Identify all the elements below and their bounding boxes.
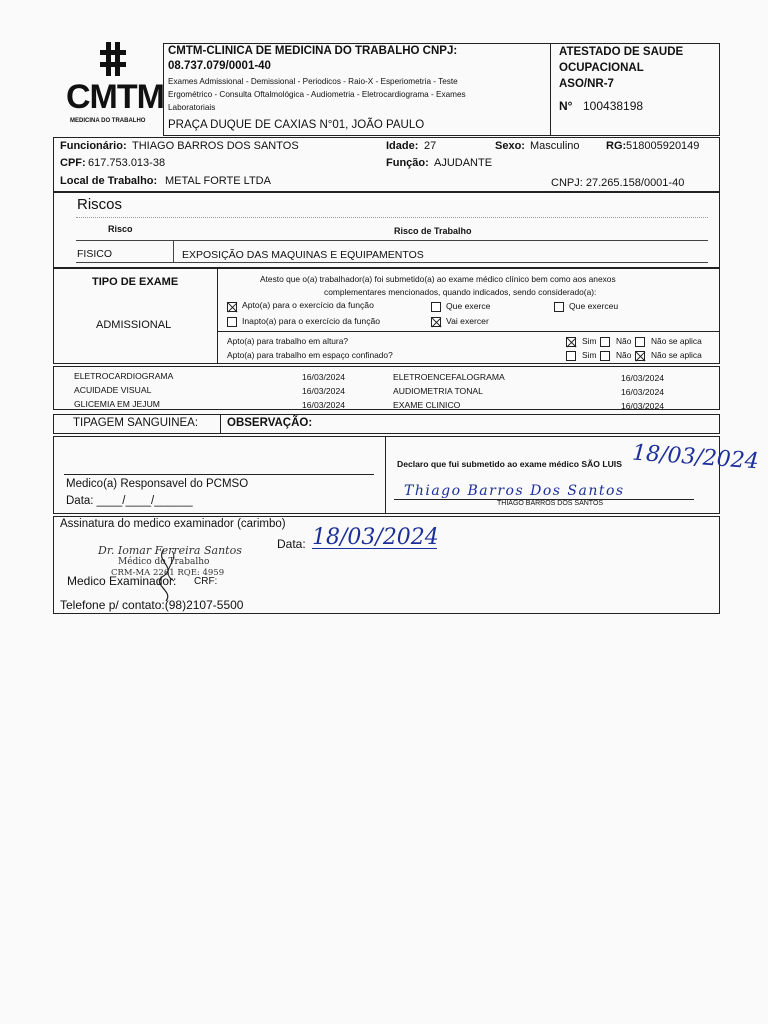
altura-nao-checkbox[interactable] <box>600 337 610 347</box>
sex-value: Masculino <box>530 140 580 152</box>
exam-row: ELETROENCEFALOGRAMA <box>393 372 505 382</box>
declaration-date-handwritten: 18/03/2024 <box>631 440 760 475</box>
vai-exercer-label: Vai exercer <box>446 316 489 326</box>
clinic-info-box <box>163 43 551 136</box>
employee-box <box>53 137 720 192</box>
exam-row: ACUIDADE VISUAL <box>74 385 152 395</box>
function-value: AJUDANTE <box>434 157 493 169</box>
attest-text-1: Atesto que o(a) trabalhador(a) foi submetido(a) ao exame médico clínico bem como aos anexos <box>260 274 616 284</box>
exam-date: 16/03/2024 <box>621 387 665 397</box>
exam-date: 16/03/2024 <box>302 372 346 382</box>
exams-offered-2: Ergométrico - Consulta Oftalmológica - Audiometria - Eletrocardiograma - Exames <box>168 90 466 99</box>
workplace-value: METAL FORTE LTDA <box>165 175 271 187</box>
risk-description: EXPOSIÇÃO DAS MAQUINAS E EQUIPAMENTOS <box>182 249 424 261</box>
inapto-checkbox[interactable] <box>227 317 237 327</box>
doc-number: 100438198 <box>583 99 644 113</box>
cross-logo-icon <box>98 42 128 76</box>
logo-subtitle: MEDICINA DO TRABALHO <box>70 118 146 124</box>
risks-box <box>53 192 720 268</box>
employer-cnpj: CNPJ: 27.265.158/0001-40 <box>551 177 685 189</box>
confinado-nao-label: Não <box>616 350 632 360</box>
exam-date: 16/03/2024 <box>302 386 346 396</box>
confinado-na-checkbox[interactable] <box>635 351 645 361</box>
workplace-label: Local de Trabalho: <box>60 175 158 187</box>
function-label: Função: <box>386 157 429 169</box>
attest-text-2: complementares mencionados, quando indicados, sendo considerado(a): <box>324 287 597 297</box>
cmtm-logo <box>62 42 162 130</box>
doc-number-label: N° <box>559 99 573 113</box>
doc-title-box <box>550 43 720 136</box>
pcmso-box <box>53 436 760 514</box>
clinic-name: CMTM-CLINICA DE MEDICINA DO TRABALHO CNPJ: <box>168 45 458 57</box>
examiner-date-label: Data: <box>277 537 306 551</box>
exam-row: GLICEMIA EM JEJUM <box>74 399 160 409</box>
employee-name-label: Funcionário: <box>60 140 127 152</box>
altura-sim-checkbox[interactable] <box>566 337 576 347</box>
risk-type: FISICO <box>77 248 113 260</box>
altura-sim-label: Sim <box>582 336 597 346</box>
apto-label: Apto(a) para o exercício da função <box>242 300 374 310</box>
examiner-label: Medico Examinador: <box>67 574 177 588</box>
exam-row: AUDIOMETRIA TONAL <box>393 386 483 396</box>
rg-label: RG: <box>606 140 627 152</box>
blood-type-box <box>53 414 720 434</box>
exam-date: 16/03/2024 <box>302 400 346 410</box>
exam-date: 16/03/2024 <box>621 401 665 411</box>
stamp-role: Médico do Trabalho <box>118 557 210 567</box>
doc-title-3: ASO/NR-7 <box>559 78 614 90</box>
inapto-label: Inapto(a) para o exercício da função <box>242 316 381 326</box>
risk-work-col-header: Risco de Trabalho <box>394 226 472 236</box>
exam-date: 16/03/2024 <box>621 373 665 383</box>
exams-offered-3: Laboratoriais <box>168 103 216 112</box>
que-exerceu-checkbox[interactable] <box>554 302 564 312</box>
altura-na-label: Não se aplica <box>651 336 702 346</box>
confinado-na-label: Não se aplica <box>651 350 702 360</box>
employee-signature-handwritten: Thiago Barros Dos Santos <box>404 483 625 499</box>
clinic-cnpj: 08.737.079/0001-40 <box>168 60 271 72</box>
exam-type-value: ADMISSIONAL <box>96 319 172 331</box>
que-exerceu-label: Que exerceu <box>569 301 619 311</box>
que-exerce-label: Que exerce <box>446 301 491 311</box>
confinado-sim-checkbox[interactable] <box>566 351 576 361</box>
examiner-crf: CRF: <box>194 576 218 587</box>
examiner-date-handwritten: 18/03/2024 <box>312 525 439 550</box>
vai-exercer-checkbox[interactable] <box>431 317 441 327</box>
que-exerce-checkbox[interactable] <box>431 302 441 312</box>
cpf-label: CPF: <box>60 157 86 169</box>
confinado-question: Apto(a) para trabalho em espaço confinado? <box>227 350 393 360</box>
stamp-crm: CRM-MA 2261 RQE: 4959 <box>111 568 225 578</box>
rg-value: 518005920149 <box>626 140 700 152</box>
employee-name: THIAGO BARROS DOS SANTOS <box>132 140 299 152</box>
exam-type-box <box>53 268 720 364</box>
cpf-value: 617.753.013-38 <box>88 157 166 169</box>
doc-title-1: ATESTADO DE SAUDE <box>559 46 684 58</box>
altura-nao-label: Não <box>616 336 632 346</box>
blood-type-label: TIPAGEM SANGUINEA: <box>73 417 199 429</box>
confinado-sim-label: Sim <box>582 350 597 360</box>
exam-row: ELETROCARDIOGRAMA <box>74 371 174 381</box>
employee-signature-name: THIAGO BARROS DOS SANTOS <box>497 500 604 507</box>
clinic-address: PRAÇA DUQUE DE CAXIAS N°01, JOÃO PAULO <box>168 119 425 131</box>
risk-col-header: Risco <box>108 224 133 234</box>
apto-checkbox[interactable] <box>227 302 237 312</box>
sex-label: Sexo: <box>495 140 525 152</box>
logo-brand: CMTM <box>66 78 164 116</box>
altura-na-checkbox[interactable] <box>635 337 645 347</box>
pcmso-date: Data: ____/____/______ <box>66 495 193 507</box>
examiner-box <box>53 516 720 614</box>
exam-type-title: TIPO DE EXAME <box>92 276 179 288</box>
age-label: Idade: <box>386 140 419 152</box>
contact-phone: Telefone p/ contato:(98)2107-5500 <box>60 598 244 612</box>
exam-row: EXAME CLINICO <box>393 400 461 410</box>
altura-question: Apto(a) para trabalho em altura? <box>227 336 349 346</box>
exams-done-box <box>53 366 720 410</box>
risks-title: Riscos <box>77 196 123 213</box>
doc-title-2: OCUPACIONAL <box>559 62 644 74</box>
observation-label: OBSERVAÇÃO: <box>227 417 313 429</box>
age-value: 27 <box>424 140 437 152</box>
pcmso-doctor-label: Medico(a) Responsavel do PCMSO <box>66 478 249 490</box>
declaration-text: Declaro que fui submetido ao exame médico SÃO LUIS <box>397 459 622 469</box>
examiner-signature-title: Assinatura do medico examinador (carimbo) <box>60 518 286 530</box>
confinado-nao-checkbox[interactable] <box>600 351 610 361</box>
exams-offered-1: Exames Admissional - Demissional - Periodicos - Raio-X - Esperiometria - Teste <box>168 77 458 86</box>
stamp-doctor-name: Dr. Iomar Ferreira Santos <box>98 544 242 557</box>
